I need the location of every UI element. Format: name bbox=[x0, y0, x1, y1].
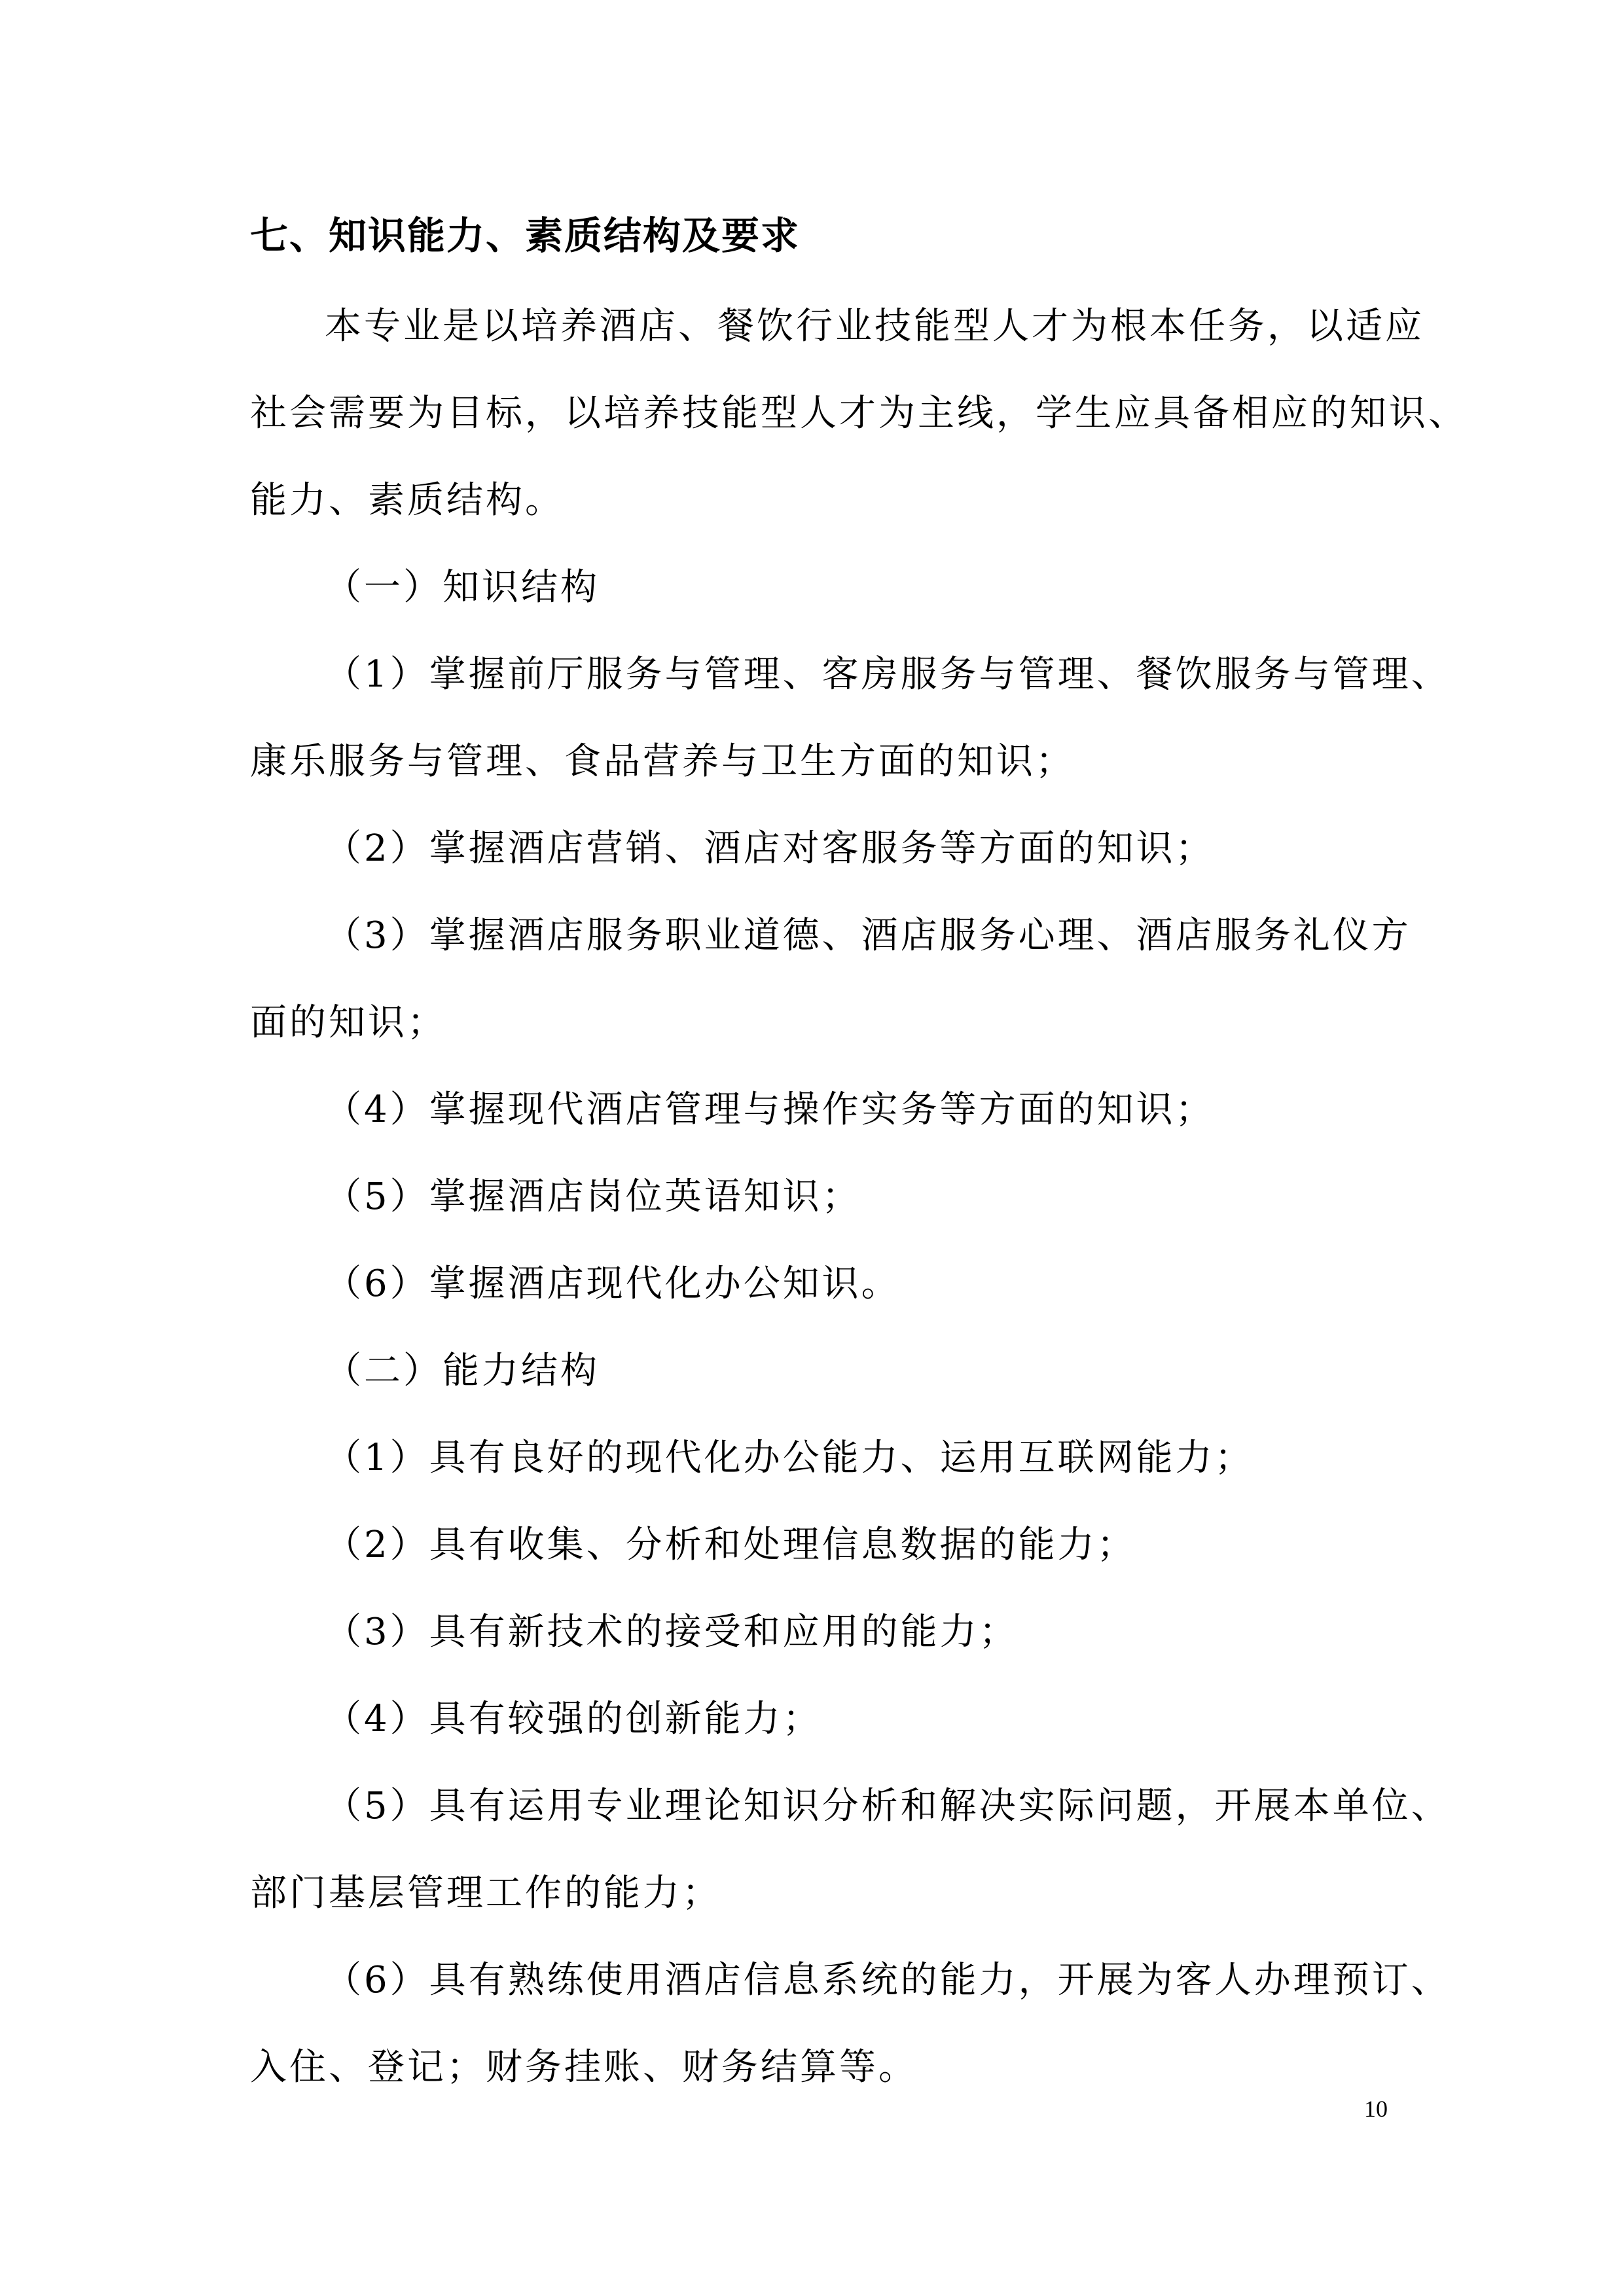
knowledge-item-1-line-2: 康乐服务与管理、食品营养与卫生方面的知识； bbox=[250, 740, 1075, 783]
knowledge-item-4: （4）掌握现代酒店管理与操作实务等方面的知识； bbox=[325, 1088, 1215, 1131]
ability-item-4: （4）具有较强的创新能力； bbox=[325, 1698, 822, 1740]
knowledge-item-5: （5）掌握酒店岗位英语知识； bbox=[325, 1175, 861, 1218]
intro-line-2: 社会需要为目标，以培养技能型人才为主线，学生应具备相应的知识、 bbox=[250, 392, 1468, 435]
knowledge-item-3-line-1: （3）掌握酒店服务职业道德、酒店服务心理、酒店服务礼仪方 bbox=[325, 914, 1411, 957]
knowledge-item-2: （2）掌握酒店营销、酒店对客服务等方面的知识； bbox=[325, 827, 1215, 870]
ability-item-6-line-2: 入住、登记；财务挂账、财务结算等。 bbox=[250, 2046, 918, 2089]
knowledge-item-6: （6）掌握酒店现代化办公知识。 bbox=[325, 1263, 901, 1305]
ability-item-2: （2）具有收集、分析和处理信息数据的能力； bbox=[325, 1524, 1136, 1566]
page-number: 10 bbox=[1364, 2096, 1388, 2122]
ability-item-1: （1）具有良好的现代化办公能力、运用互联网能力； bbox=[325, 1437, 1254, 1479]
ability-item-3: （3）具有新技术的接受和应用的能力； bbox=[325, 1611, 1019, 1653]
knowledge-item-3-line-2: 面的知识； bbox=[250, 1001, 446, 1044]
ability-item-6-line-1: （6）具有熟练使用酒店信息系统的能力，开展为客人办理预订、 bbox=[325, 1959, 1451, 2001]
intro-line-1: 本专业是以培养酒店、餐饮行业技能型人才为根本任务，以适应 bbox=[325, 305, 1424, 348]
ability-title: （二）能力结构 bbox=[325, 1350, 600, 1392]
knowledge-item-1-line-1: （1）掌握前厅服务与管理、客房服务与管理、餐饮服务与管理、 bbox=[325, 653, 1451, 696]
knowledge-title: （一）知识结构 bbox=[325, 566, 600, 609]
intro-line-3: 能力、素质结构。 bbox=[250, 479, 564, 522]
section-heading: 七、知识能力、素质结构及要求 bbox=[250, 213, 801, 258]
ability-item-5-line-2: 部门基层管理工作的能力； bbox=[250, 1872, 721, 1914]
ability-item-5-line-1: （5）具有运用专业理论知识分析和解决实际问题，开展本单位、 bbox=[325, 1785, 1451, 1827]
